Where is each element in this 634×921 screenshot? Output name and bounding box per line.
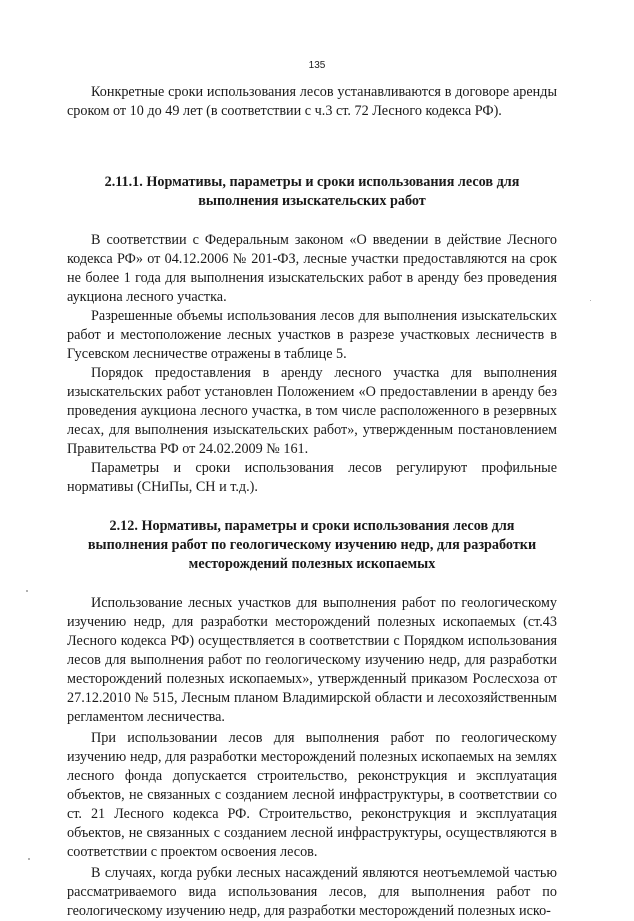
section-2-12-paragraph: Использование лесных участков для выполнения работ по геологическому изучению недр, для разработки месторождений полезных ископаемых (ст.43 Лесного кодекса РФ) осуществляется в соответствии с Порядком использования лесов для выполнения работ по геологическому изучению недр, для разработки месторождений полезных ископаемых», утвержденный приказом Рослесхоза от 27.12.2010 № 515, Лесным планом Владимирской области и лесохозяйственным регламентом лесничества. [67,595,557,725]
section-2-11-1-paragraph: В соответствии с Федеральным законом «О введении в действие Лесного кодекса РФ» от 04.12.2006 № 201-ФЗ, лесные участки предоставляются на срок не более 1 года для выполнения изыскательских работ в аренду без проведения аукциона лесного участка. [67,232,557,305]
intro-paragraph: Конкретные сроки использования лесов устанавливаются в договоре аренды сроком от 10 до 49 лет (в соответствии с ч.3 ст. 72 Лесного кодекса РФ). [67,84,557,119]
section-2-11-1-paragraph: Разрешенные объемы использования лесов для выполнения изыскательских работ и местоположение лесных участков в разрезе участковых лесничеств в Гусевском лесничестве отражены в таблице 5. [67,308,557,362]
scan-speck [590,300,591,301]
section-heading-2-11-1: 2.11.1. Нормативы, параметры и сроки использования лесов для выполнения изыскательских работ [104,174,520,209]
page-number: 135 [308,60,326,71]
scan-speck [26,590,28,592]
section-2-12-paragraph: В случаях, когда рубки лесных насаждений являются неотъемлемой частью рассматриваемого вида использования лесов, для выполнения работ по геологическому изучению недр, для разработки месторождений полезных иско- [67,865,557,919]
section-heading-2-12: 2.12. Нормативы, параметры и сроки использования лесов для выполнения работ по геологическому изучению недр, для разработки месторождений полезных ископаемых [87,518,537,572]
section-2-11-1-paragraph: Порядок предоставления в аренду лесного участка для выполнения изыскательских работ установлен Положением «О предоставлении в аренду без проведения аукциона лесного участка, в том числе расположенного в резервных лесах, для выполнения изыскательских работ», утвержденным постановлением Правительства РФ от 24.02.2009 № 161. [67,365,557,457]
page-body [67,83,557,921]
section-2-11-1-paragraph: Параметры и сроки использования лесов регулируют профильные нормативы (СНиПы, СН и т.д.). [67,460,557,495]
scan-speck [28,858,30,860]
section-2-12-paragraph: При использовании лесов для выполнения работ по геологическому изучению недр, для разработки месторождений полезных ископаемых на землях лесного фонда допускается строительство, реконструкция и эксплуатация объектов, не связанных с созданием лесной инфраструктуры, в соответствии со ст. 21 Лесного кодекса РФ. Строительство, реконструкция и эксплуатация объектов, не связанных с созданием лесной инфраструктуры, осуществляются в соответствии с проектом освоения лесов. [67,730,557,860]
